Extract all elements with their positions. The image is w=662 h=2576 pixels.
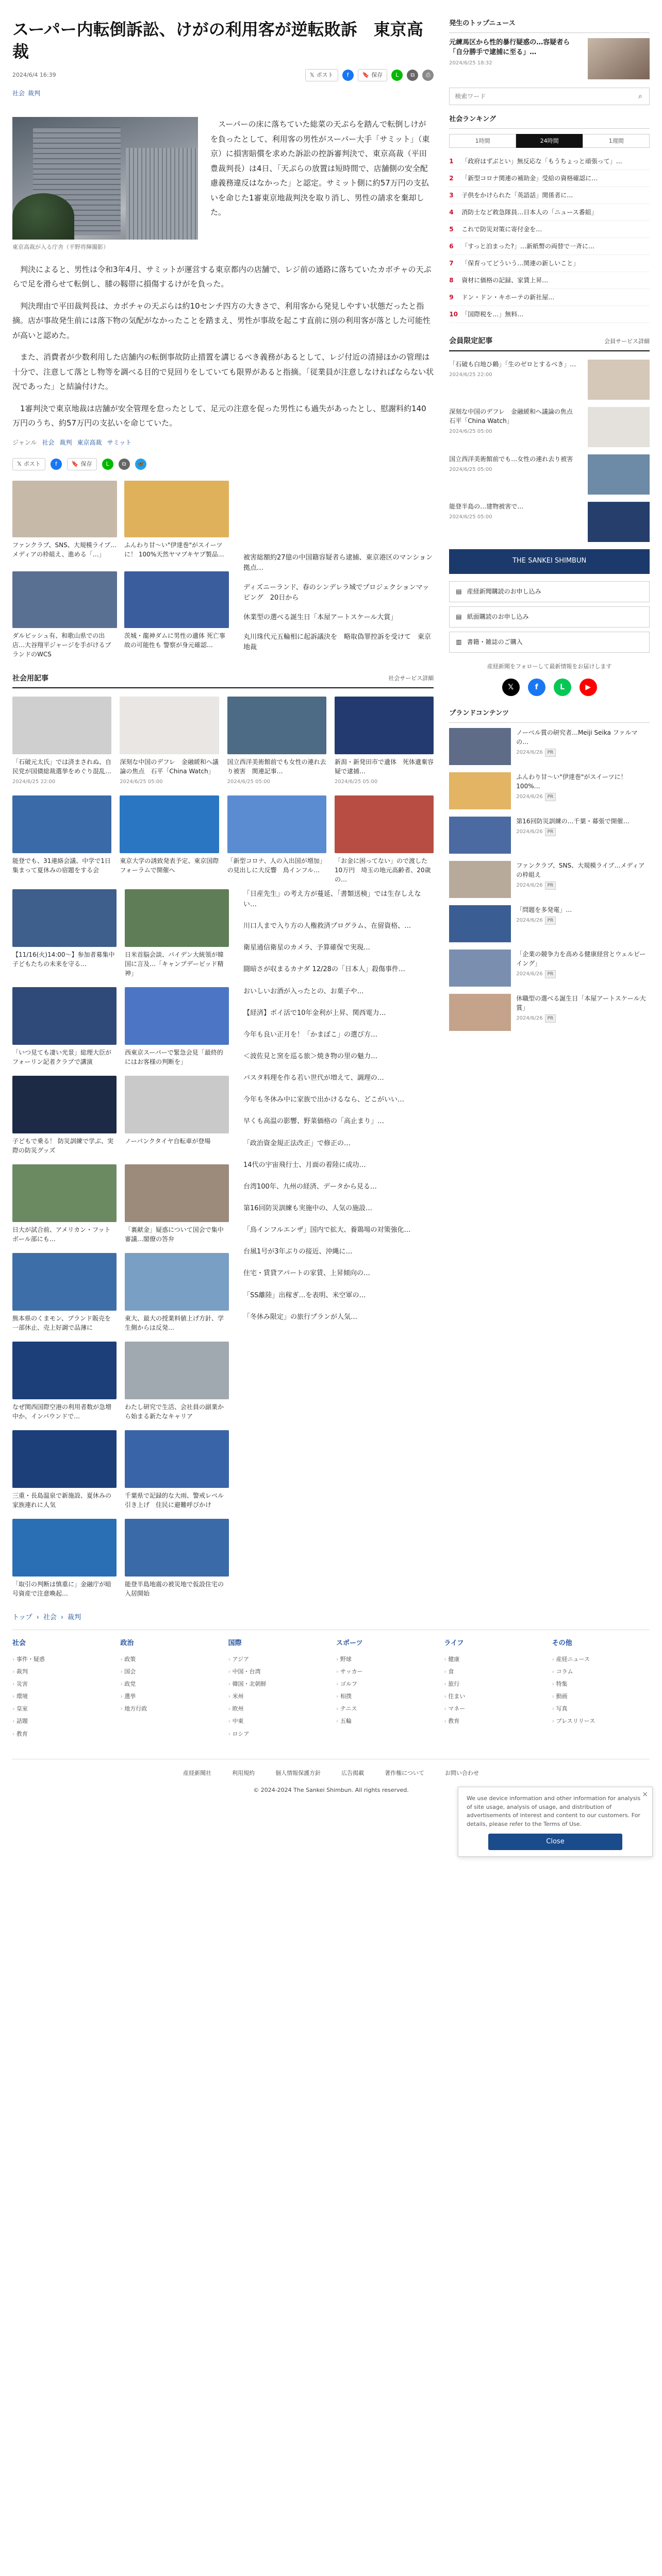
genre-tag-link[interactable]: 東京高裁 <box>77 438 102 446</box>
article-link[interactable]: 台湾100年、九州の経済、データから見る… <box>243 1182 377 1191</box>
promo-list <box>449 728 650 1031</box>
article-card[interactable]: 「新型コロナ、人の入出国が増加」の見出しに大反響 鳥インフル… <box>227 795 326 884</box>
article-meta <box>12 69 434 81</box>
book-icon: ▥ <box>456 638 462 646</box>
sankei-banner[interactable]: THE SANKEI SHIMBUN <box>449 549 650 574</box>
article-paragraph: スーパーの床に落ちていた総菜の天ぷらを踏んで転倒しけがを負ったとして、利用客の男性がスーパー大手「サミット」（東京）に損害賠償を求めた訴訟の控訴審判決で、東京高裁（平田豊裁判長）は4日、「天ぷらの放置は短時間で、店舗側の安全配慮義務違反はなかった」と認定。サミット側に約57万円の支払いを命じた1審東京地裁判決を取り消し、男性の請求を棄却した。 <box>210 120 430 217</box>
member-card[interactable]: 深刻な中国のデフレ 金融緩和へ議論の焦点 石平「China Watch」 2024/6/25 05:00 <box>449 407 650 447</box>
article-link[interactable]: 台風1号が3年ぶりの接近、沖縄に… <box>243 1248 353 1256</box>
member-articles <box>449 360 650 542</box>
ranking-header: 社会ランキング <box>449 114 650 129</box>
ranking-item[interactable]: 1 「政府はずぶとい」無反応な「もうちょっと頑張って」… <box>449 153 650 170</box>
article-paragraph: また、消費者が少数利用した店舗内の転倒事故防止措置を講じるべき義務があるとして、レジ付近の清掃ほかの管理は十分で、注意して落とし物等を調べる目的で見回りをしていても限界があると指摘。「従業員が注意しなければならない状況であった」と結論付けた。 <box>12 352 434 392</box>
sitemap-column: 社会 › 事件・疑惑 › 裁判 › 災害 › 環境 › 皇室 › 話題 › 教育 <box>12 1638 110 1740</box>
article-paragraph: 判決理由で平田裁判長は、カボチャの天ぷらは約10センチ四方の大きさで、利用客から発見しやすい状態だったと指摘。店が事故発生前には落下物の気配がなかったことを踏まえ、男性が事故を起こす直前に別の利用客が落とした可能性が高いと認めた。 <box>12 301 431 340</box>
article-card[interactable]: 日米首脳会談、バイデン大統領が韓国に言及…「キャンプデービッド精神」 <box>125 889 229 978</box>
youtube-icon[interactable]: ▶ <box>580 679 597 696</box>
article-card[interactable]: 「お金に困ってない」ので渡した10万円 埼玉の地元高齢者、20歳の… <box>335 795 434 884</box>
ranking-item[interactable]: 2 「新型コロナ関連の補助金」受給の資格確認に… <box>449 170 650 187</box>
article-card[interactable]: なぜ関西国際空港の利用者数が急増中か、インバウンドで… <box>12 1342 117 1421</box>
article-link[interactable]: 闘暗さが収まるカナダ 12/28の「日本人」殺傷事件… <box>243 965 405 974</box>
article-card[interactable]: 西東京スーパーで緊急会見「最終的にはお客様の判断を」 <box>125 987 229 1066</box>
main-column <box>12 19 434 1598</box>
footer-link[interactable]: お問い合わせ <box>444 1769 479 1776</box>
article-card[interactable]: 新潟・新発田市で遺体 死体遺棄容疑で逮捕… 2024/6/25 05:00 <box>335 697 434 786</box>
footer-link[interactable]: 著作権について <box>385 1769 424 1776</box>
article-card[interactable]: 【11/16(火)14:00～】参加者募集中 子どもたちの未来を守る… <box>12 889 117 978</box>
sns-row <box>449 679 650 696</box>
ranking-item[interactable]: 8 資材に価格の記録、家賃上昇… <box>449 272 650 289</box>
sns-header: 産経新聞をフォローして最新情報をお届けします <box>487 663 612 670</box>
sitemap <box>12 1630 650 1740</box>
x-icon[interactable]: 𝕏 <box>502 679 520 696</box>
promo-card[interactable]: ふんわり甘～い"伊達巻"がスイーツに！ 100%… 2024/6/26 PR <box>449 772 650 809</box>
article-card[interactable]: 子どもで乗る！ 防災訓練で学ぶ、実際の防災グッズ <box>12 1076 117 1155</box>
save-button[interactable]: 🔖 保存 <box>358 69 388 81</box>
copy-link-icon[interactable]: ⧉ <box>119 459 130 470</box>
promo-card[interactable]: ノーベル賞の研究者…Meiji Seika ファルマの… 2024/6/26 PR <box>449 728 650 765</box>
article-link[interactable]: 【経済】ポイ活で10年金利が上昇、関西電力… <box>243 1009 386 1017</box>
article-link[interactable]: 「SS離陸」出稼ぎ…を表明、米空軍の… <box>243 1291 366 1299</box>
article-card[interactable]: 「裏献金」疑惑について国会で集中審議…閣僚の答弁 <box>125 1164 229 1244</box>
footer-link[interactable]: 広告掲載 <box>341 1769 365 1776</box>
newspaper-icon: ▤ <box>456 587 462 595</box>
article-card[interactable]: 千葉県で記録的な大雨、警戒レベル引き上げ 住民に避難呼びかけ <box>125 1430 229 1510</box>
facebook-icon[interactable]: f <box>342 70 354 81</box>
bookmark-icon: 🔖 <box>362 72 370 79</box>
related-link[interactable]: 被害総額約27億の中国籍容疑者ら逮捕、東京港区のマンション拠点… <box>243 553 433 572</box>
article-date: 2024/6/4 16:39 <box>12 72 56 79</box>
footer-link[interactable]: 個人情報保護方針 <box>275 1769 321 1776</box>
tag-link[interactable]: 裁判 <box>28 89 41 97</box>
article-link[interactable]: 今年も良い正月を！「かまぼこ」の選び方… <box>243 1030 378 1039</box>
sitemap-column: ライフ › 健康 › 食 › 旅行 › 住まい › マネー › 教育 <box>444 1638 541 1740</box>
line-icon[interactable]: L <box>391 70 403 81</box>
promo-card[interactable]: 第16回防災訓練の…千葉・幕張で開催… 2024/6/26 PR <box>449 817 650 854</box>
print-icon[interactable]: ⎙ <box>422 70 434 81</box>
article-link[interactable]: 「政治資金規正法改正」で修正の… <box>243 1139 351 1147</box>
search-input[interactable] <box>450 88 632 105</box>
article-grid <box>12 697 434 884</box>
related-card[interactable]: 茨城・龍神ダムに男性の遺体 死亡事故の可能性も 警察が身元確認… <box>124 571 229 663</box>
article-card[interactable]: 「いつ見ても凄い光景」総理大臣がフォーリン記者クラブで講演 <box>12 987 117 1066</box>
ranking-item[interactable]: 4 消防士など救急隊員…日本人の「ニュース番組」 <box>449 204 650 221</box>
article-card[interactable]: 能登でも、31連絡会議、中学で1日集まって夏休みの宿題をする会 <box>12 795 111 884</box>
tab-1w[interactable]: 1週間 <box>583 134 650 148</box>
facebook-icon[interactable]: f <box>51 459 62 470</box>
promo-header: プランドコンテンツ <box>449 708 650 723</box>
photo-caption: 東京高裁が入る庁舎（平野将輝撮影） <box>12 244 109 251</box>
ranking-item[interactable]: 9 ドン・ドン・キホーテの新社屋… <box>449 289 650 306</box>
article-card[interactable]: 熊本県のくまモン、ブランド販売を一部休止、売上好調で品薄に <box>12 1253 117 1332</box>
article-card[interactable]: 深刻な中国のデフレ 金融緩和へ議論の焦点 石平「China Watch」 2024/6/25 05:00 <box>120 697 219 786</box>
article-card[interactable]: 能登半島地震の被災地で仮設住宅の入居開始 <box>125 1519 229 1598</box>
topnews-thumbnail <box>588 38 650 79</box>
genre-tag-link[interactable]: 社会 <box>42 438 55 446</box>
tab-1h[interactable]: 1時間 <box>449 134 516 148</box>
related-link[interactable]: 休業型の選べる誕生日「本屋アートスケール大賞」 <box>243 614 398 622</box>
article-link[interactable]: 今年も冬休み中に家族で出かけるなら、どこがいい… <box>243 1096 405 1104</box>
related-link[interactable]: 丸川珠代元五輪相に起訴議決を 略取偽罪控訴を受けて 東京地裁 <box>243 633 432 652</box>
article-link[interactable]: 川口人まで入り方の人権救済プログラム、在留資格、… <box>243 922 411 930</box>
buy-books-button[interactable]: ▥ 書籍・雑誌のご購入 <box>449 632 650 653</box>
article-link[interactable]: 早くも高温の影響、野菜価格の「高止まり」… <box>243 1117 385 1126</box>
related-card[interactable]: ダルビッシュ有、和歌山県での出店…大谷翔平ジャージを手がけるブランドのWCS <box>12 571 117 663</box>
footer-link[interactable]: 産経新聞社 <box>183 1769 212 1776</box>
more-link[interactable]: 会員サービス詳細 <box>604 337 650 345</box>
ranking-item[interactable]: 10 「国際税を…」無料… <box>449 306 650 323</box>
article-body <box>12 262 434 431</box>
sitemap-column: その他 › 産経ニュース › コラム › 特集 › 動画 › 写真 › プレスリリース <box>552 1638 650 1740</box>
article-card[interactable]: わたし研究で生活、会社員の副業から始まる新たなキャリア <box>125 1342 229 1421</box>
article-link[interactable]: 「日産先生」の考え方が蔓延、「書類送検」では生存しえない… <box>243 890 421 909</box>
subscribe-digital-button[interactable]: ▤ 産経新聞購読のお申し込み <box>449 581 650 602</box>
article-link[interactable]: ＜波佐見と窯を巡る旅＞焼き物の里の魅力… <box>243 1053 378 1061</box>
line-icon[interactable]: L <box>102 459 113 470</box>
breadcrumb-link[interactable]: トップ <box>12 1613 32 1621</box>
article-title: スーパー内転倒訴訟、けがの利用客が逆転敗訴 東京高裁 <box>12 20 423 62</box>
member-card[interactable]: 国立西洋美術館前でも…女性の連れ去り被害 2024/6/25 05:00 <box>449 454 650 495</box>
related-card[interactable]: ファンクラブ、SNS、大規模ライブ…メディアの枠組え、進める「…」 <box>12 481 117 562</box>
breadcrumb-link[interactable]: 社会 <box>43 1613 57 1621</box>
footer-link[interactable]: 利用規約 <box>232 1769 255 1776</box>
ranking-list <box>449 153 650 323</box>
related-list <box>243 481 434 663</box>
promo-card[interactable]: 「企業の競争力を高める健康経営とウェルビーイング」 2024/6/26 PR <box>449 950 650 987</box>
promo-card[interactable]: 休職型の選べる誕生日「本屋アートスケール大賞」 2024/6/26 PR <box>449 994 650 1031</box>
article-card[interactable]: 国立西洋美術館前でも女性の連れ去り被害 関連記事… 2024/6/25 05:00 <box>227 697 326 786</box>
ranking-item[interactable]: 3 子供をかけられた「英語話」関係者に… <box>449 187 650 204</box>
article-card[interactable]: 日大が試合前、アメリカン・フットボール部にも… <box>12 1164 117 1244</box>
related-link[interactable]: ディズニーランド、春のシンデレラ城でプロジェクションマッピング 20日から <box>243 583 429 602</box>
related-card[interactable]: ふんわり甘～い"伊達巻"がスイーツに！ 100%天然ヤマブキヤブ製品… <box>124 481 229 562</box>
topnews-card[interactable]: 元練馬区から性的暴行疑惑の…容疑者ら「自分勝手で逮捕に至る」… 2024/6/25 18:32 <box>449 38 650 79</box>
article-card[interactable]: 三重・長島温泉で新施設、夏休みの家族連れに人気 <box>12 1430 117 1510</box>
breadcrumb: トップ › 社会 › 裁判 <box>12 1613 650 1623</box>
copyright: © 2024-2024 The Sankei Shimbun. All rights reserved. <box>253 1787 409 1794</box>
bookmark-icon: 🔖 <box>71 460 79 467</box>
save-button[interactable]: 🔖 保存 <box>67 458 97 470</box>
article-card[interactable]: 「取引の判断は慎重に」金融庁が暗号資産で注意喚起… <box>12 1519 117 1598</box>
member-section-header: 会員限定記事 会員サービス詳細 <box>449 335 650 351</box>
promo-card[interactable]: 「問題を多発電」… 2024/6/26 PR <box>449 905 650 942</box>
article-link[interactable]: 「冬休み限定」の旅行プランが人気… <box>243 1313 358 1321</box>
article-link[interactable]: 「鳥インフルエンザ」国内で拡大、養鶏場の対策強化… <box>243 1226 411 1234</box>
close-button[interactable]: Close <box>488 1834 622 1850</box>
genre-tag-link[interactable]: 裁判 <box>59 438 72 446</box>
member-card[interactable]: 能登半島の…建物被害で… 2024/6/25 05:00 <box>449 502 650 542</box>
article-card[interactable]: 「石破元太氏」では済まされぬ、自民党が国債総裁選挙をめぐり混乱… 2024/6/25 22:00 <box>12 697 111 786</box>
breadcrumb-link[interactable]: 裁判 <box>68 1613 81 1621</box>
newspaper-icon: ▤ <box>456 613 462 620</box>
ranking-item[interactable]: 6 「すっと泊まった?」…新紙幣の両替で一斉に… <box>449 238 650 255</box>
article-paragraph: 判決によると、男性は令和3年4月、サミットが運営する東京都内の店舗で、レジ前の通路に落ちていたカボチャの天ぷらで足を滑らせて転倒し、膝の靱帯に損傷するけがを負った。 <box>12 264 432 289</box>
close-icon[interactable]: × <box>642 1790 648 1799</box>
court-building-photo[interactable] <box>12 117 198 240</box>
post-button[interactable]: 𝕏 ポスト <box>12 458 45 470</box>
article-link[interactable]: パスタ料理を作る若い世代が増えて、調理の… <box>243 1074 384 1082</box>
article-genre-tags: ジャンル 社会 裁判 東京高裁 サミット <box>12 438 434 448</box>
article-card[interactable]: 東京大学の誘致発表予定、東京国際フォーラムで開催へ <box>120 795 219 884</box>
ranking-item[interactable]: 5 これで防災対策に寄付金を… <box>449 221 650 238</box>
bluesky-icon[interactable]: 🦋 <box>135 459 146 470</box>
share-row <box>12 458 434 470</box>
more-articles-grid <box>12 889 229 1598</box>
promo-card[interactable]: ファンクラブ、SNS、大規模ライブ…メディアの枠組え 2024/6/26 PR <box>449 861 650 898</box>
genre-tag-link[interactable]: サミット <box>107 438 132 446</box>
member-card[interactable]: 「石破も白地ひ鶴」「生のゼロとするべき」… 2024/6/25 22:00 <box>449 360 650 400</box>
ranking-tabs <box>449 134 650 148</box>
post-button[interactable]: 𝕏 ポスト <box>305 69 338 81</box>
cookie-text: We use device information and other information for analysis of site usage, analysis of usage, and distribution of advertisements of interest and content to our customers. For details, please refer to the Terms of Use. <box>467 1795 641 1827</box>
sitemap-column: 政治 › 政策 › 国会 › 政党 › 選挙 › 地方行政 <box>120 1638 218 1740</box>
related-grid <box>12 481 229 663</box>
article-paragraph: 1審判決で東京地裁は店舗が安全管理を怠ったとして、足元の注意を促った男性にも過失があったとし、慰謝料約140万円のうち、約57万円の支払いを命じていた。 <box>12 403 426 428</box>
search-icon[interactable]: ⌕ <box>638 92 642 100</box>
section-header: 社会用記事 社会サービス詳細 <box>12 673 434 688</box>
sitemap-column: スポーツ › 野球 › サッカー › ゴルフ › 相撲 › テニス › 五輪 <box>336 1638 434 1740</box>
article-link[interactable]: 第16回防災訓練も実施中の、人気の施設… <box>243 1205 373 1213</box>
tag-link[interactable]: 社会 <box>12 89 25 97</box>
article-card[interactable]: ノーパンクタイヤ自転車が登場 <box>125 1076 229 1155</box>
ranking-item[interactable]: 7 「保育ってどういう…関連の新しいこと」 <box>449 255 650 272</box>
search-box <box>449 88 650 105</box>
sitemap-column: 国際 › アジア › 中国・台湾 › 韓国・北朝鮮 › 米州 › 欧州 › 中東 › ロシア <box>228 1638 326 1740</box>
article-link[interactable]: 住宅・賃貸アパートの家賃、上昇傾向の… <box>243 1269 370 1278</box>
topnews-header: 発生のトップニュース <box>449 19 650 33</box>
cookie-notice <box>458 1787 653 1857</box>
article-link[interactable]: おいしいお酒が入ったとの、お菓子や… <box>243 987 364 995</box>
line-icon[interactable]: L <box>554 679 571 696</box>
tab-24h[interactable]: 24時間 <box>516 134 583 148</box>
subscribe-paper-button[interactable]: ▤ 紙面購読のお申し込み <box>449 606 650 628</box>
more-articles-list <box>243 889 434 1598</box>
copy-link-icon[interactable]: ⧉ <box>407 70 418 81</box>
x-icon: 𝕏 <box>309 72 315 79</box>
article-card[interactable]: 東大、最大の授業料値上げ方針、学生側からは反発… <box>125 1253 229 1332</box>
article-link[interactable]: 14代の宇宙飛行士、月面の着陸に成功… <box>243 1161 366 1169</box>
more-link[interactable]: 社会サービス詳細 <box>388 674 434 682</box>
x-icon: 𝕏 <box>17 460 22 467</box>
sidebar <box>449 19 650 1598</box>
article-tags <box>12 89 434 98</box>
facebook-icon[interactable]: f <box>528 679 545 696</box>
lead-photo <box>12 117 198 252</box>
article-link[interactable]: 衛星通信衛星のカメラ、予算確保で実現… <box>243 944 370 952</box>
